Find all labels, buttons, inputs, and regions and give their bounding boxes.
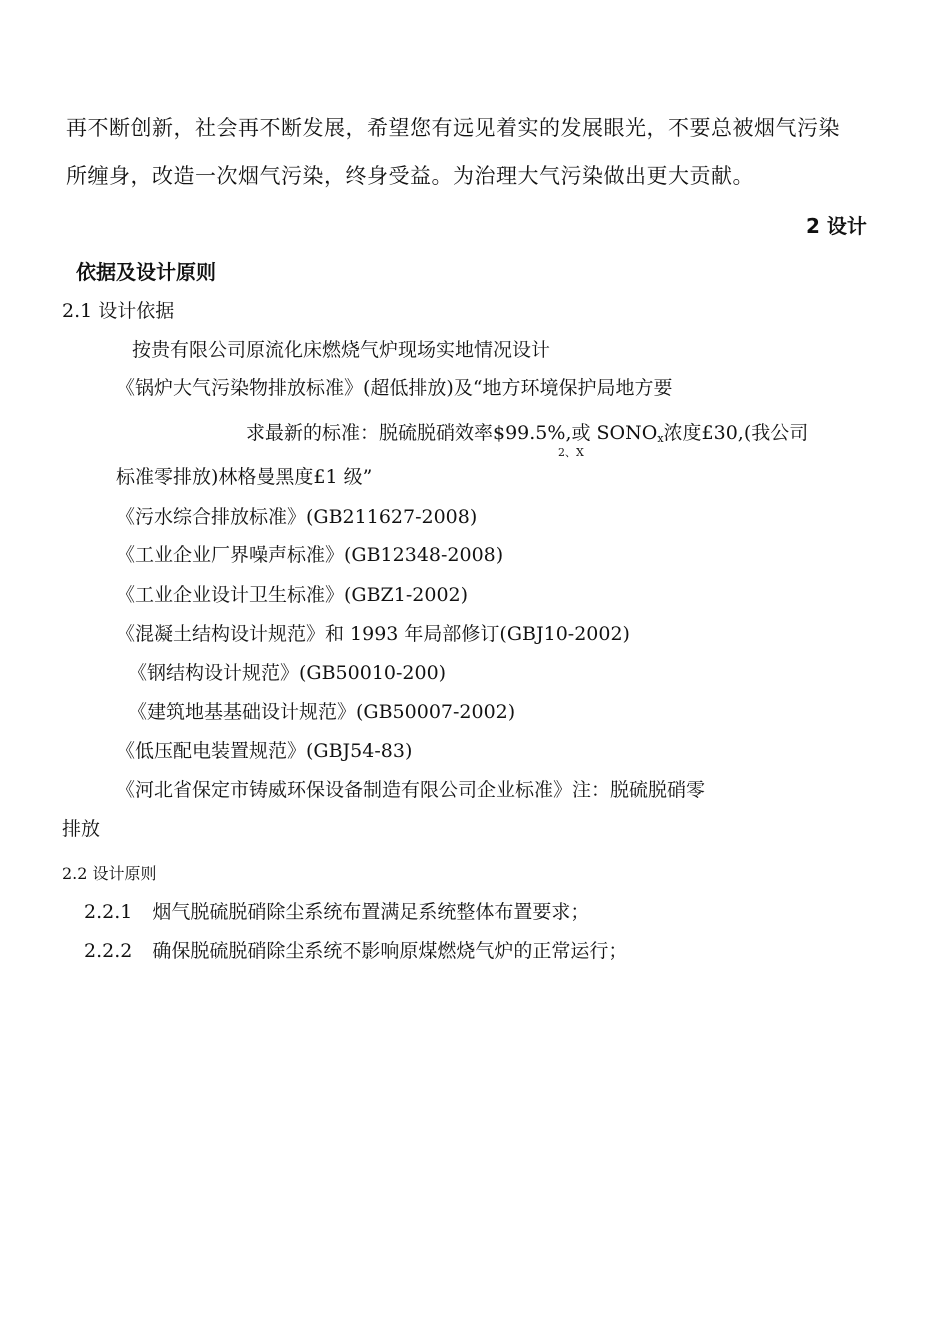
basis-item-10: 《河北省保定市铸威环保设备制造有限公司企业标准》注：脱硫脱硝零 [116,779,706,801]
principle-text: 确保脱硫脱硝除尘系统不影响原煤燃烧气炉的正常运行； [152,940,628,962]
subscript-x: x [657,432,664,445]
basis-item-3: 《污水综合排放标准》(GB211627-2008) [116,506,478,528]
section-2-2-title: 2.2 设计原则 [62,864,157,883]
basis-item-10-end: 排放 [62,818,101,840]
principle-item-1 [84,903,589,922]
section-2-heading-part-2: 依据及设计原则 [76,260,216,284]
basis-item-9: 《低压配电装置规范》(GBJ54-83) [116,740,413,762]
emission-standard-text-tail: 浓度£30,(我公司 [663,422,809,444]
emission-standard-text: 求最新的标准：脱硫脱硝效率$99.5%,或 SONO [246,422,658,444]
formula-subscript-note: 2、X [558,446,584,459]
principle-item-2 [84,942,627,961]
principle-text: 烟气脱硫脱硝除尘系统布置满足系统整体布置要求； [152,901,590,923]
basis-item-2-continued [246,424,808,444]
basis-item-2: 《锅炉大气污染物排放标准》(超低排放)及“地方环境保护局地方要 [116,377,673,399]
intro-paragraph-line-1: 再不断创新，社会再不断发展，希望您有远见着实的发展眼光，不要总被烟气污染 [66,116,840,140]
principle-number: 2.2.2 [84,940,133,962]
section-2-heading-part-1: 2 设计 [806,214,867,238]
intro-paragraph-line-2: 所缠身，改造一次烟气污染，终身受益。为治理大气污染做出更大贡献。 [66,164,754,188]
basis-item-7: 《钢结构设计规范》(GB50010-200) [128,662,447,684]
basis-item-2-end: 标准零排放)林格曼黑度£1 级” [116,466,373,488]
principle-number: 2.2.1 [84,901,133,923]
basis-item-6: 《混凝土结构设计规范》和 1993 年局部修订(GBJ10-2002) [116,623,630,645]
basis-item-5: 《工业企业设计卫生标准》(GBZ1-2002) [116,584,469,606]
basis-item-4: 《工业企业厂界噪声标准》(GB12348-2008) [116,544,504,566]
basis-item-8: 《建筑地基基础设计规范》(GB50007-2002) [128,701,516,723]
section-2-1-title: 2.1 设计依据 [62,300,175,322]
basis-item-1: 按贵有限公司原流化床燃烧气炉现场实地情况设计 [132,339,551,361]
